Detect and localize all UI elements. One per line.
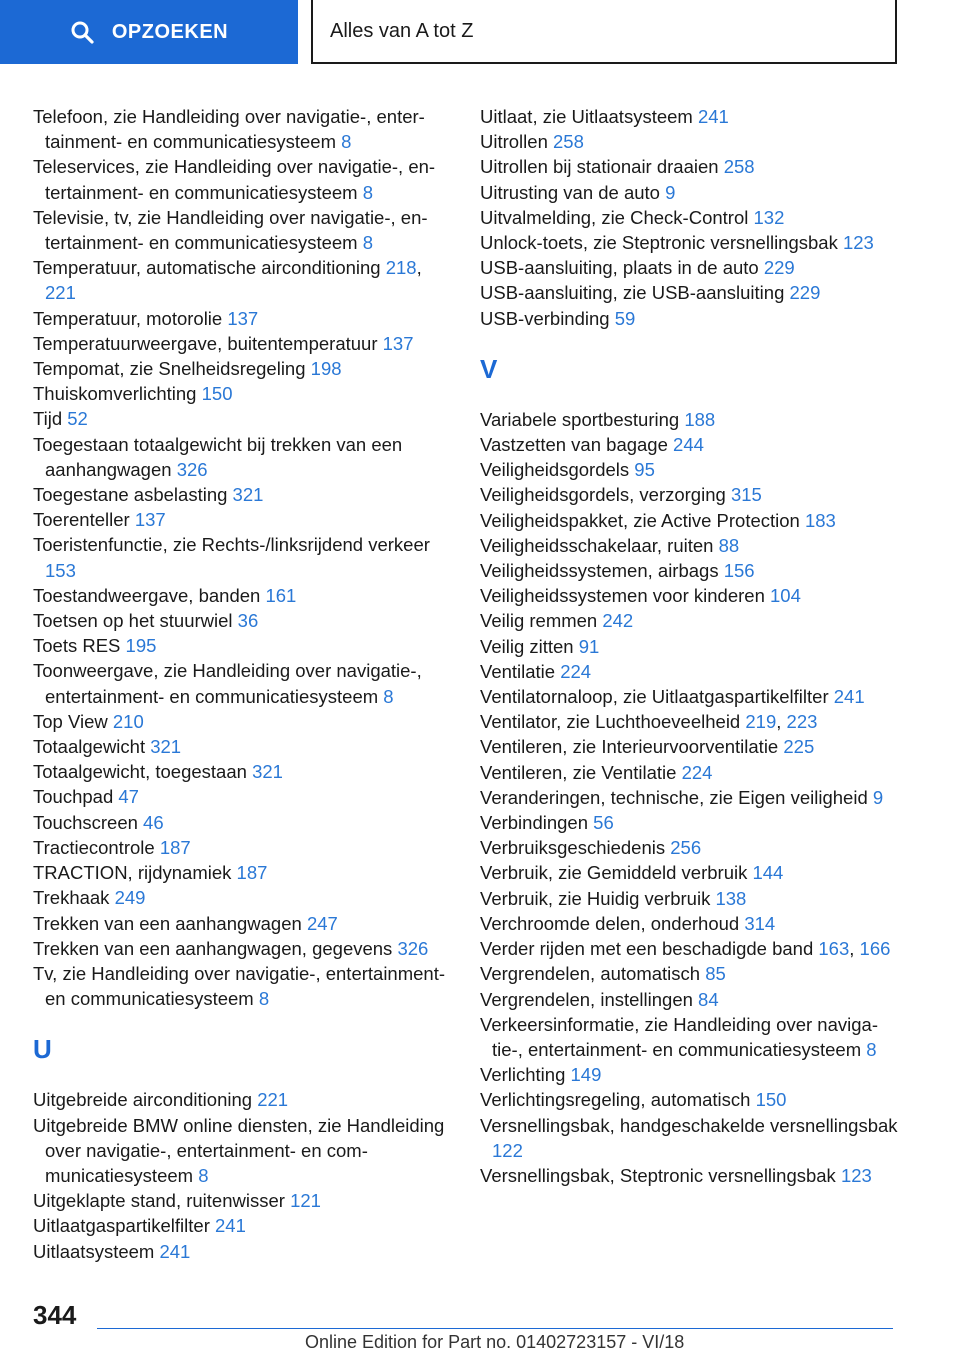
page-reference-link[interactable]: 8 <box>383 685 394 707</box>
index-entry <box>33 482 453 507</box>
footer-edition-text: Online Edition for Part no. 01402723157 - VI/18 <box>305 1332 685 1352</box>
page-reference-link[interactable]: 47 <box>118 786 139 808</box>
index-entry <box>480 1163 900 1188</box>
page-reference-link[interactable]: 8 <box>866 1038 877 1060</box>
index-entry <box>480 734 900 759</box>
index-entry <box>33 306 453 331</box>
index-column-right <box>480 104 900 1188</box>
page-reference-link[interactable]: 8 <box>341 131 352 153</box>
index-entry <box>480 583 900 608</box>
page-reference-link[interactable]: 241 <box>215 1215 246 1237</box>
index-entry <box>480 255 900 280</box>
index-entry-text: Vastzetten van bagage <box>480 434 668 456</box>
index-entry-text: Uitlaatsysteem <box>33 1240 155 1262</box>
index-entry <box>480 533 900 558</box>
page-reference-link[interactable]: 132 <box>753 206 785 228</box>
index-entry-text: USB-verbinding <box>480 307 610 329</box>
index-entry-text: Verchroomde delen, onderhoud <box>480 912 740 934</box>
index-entry <box>33 885 453 910</box>
index-entry-text: Ventilator, zie Luchthoeveelheid <box>480 711 741 733</box>
index-entry <box>480 810 900 835</box>
index-entry-text: Telefoon, zie Handleiding over navigatie-, entertainment- en communicatiesysteem <box>33 106 425 153</box>
index-entry-text: Veiligheidsgordels <box>480 459 630 481</box>
index-entry: Temperatuur, automatische airconditioning 218, 221 <box>33 257 422 304</box>
page-reference-link[interactable]: 46 <box>143 811 164 833</box>
page-reference-link[interactable]: 326 <box>397 937 429 959</box>
index-entry <box>33 784 453 809</box>
page-reference-link[interactable]: 229 <box>789 282 821 304</box>
page-reference-link[interactable]: 187 <box>159 836 191 858</box>
index-section-letter: U <box>33 1034 52 1065</box>
page-reference-link[interactable]: 138 <box>715 887 747 909</box>
index-entry <box>480 760 900 785</box>
index-entry <box>33 1087 453 1112</box>
index-entry-text: Teleservices, zie Handleiding over navigatie-, entertainment- en communicatiesysteem <box>33 156 436 203</box>
index-entry <box>33 532 453 582</box>
index-entry <box>33 936 453 961</box>
page-reference-link[interactable]: 223 <box>786 711 818 733</box>
index-entry: Ventilator, zie Luchthoeveelheid 219, 223 <box>480 711 818 733</box>
index-entry <box>33 381 453 406</box>
index-entry-text: Top View <box>33 710 108 732</box>
index-entry-text: Ventilatie <box>480 660 556 682</box>
index-entry-text: Ventileren, zie Ventilatie <box>480 761 677 783</box>
index-entry-text: Trekken van een aanhangwagen <box>33 912 302 934</box>
index-entry <box>480 129 900 154</box>
index-entry-text: Tractiecontrole <box>33 836 155 858</box>
index-entry-text: Veiligheidspakket, zie Active Protection <box>480 509 800 531</box>
index-entry <box>480 230 900 255</box>
index-entry <box>480 1087 900 1112</box>
index-entry-text: Toestandweergave, banden <box>33 584 261 606</box>
index-entry <box>480 659 900 684</box>
page-reference-link[interactable]: 137 <box>382 332 414 354</box>
index-entry-text: Verlichtingsregeling, automatisch <box>480 1089 751 1111</box>
search-icon <box>70 20 94 44</box>
page-reference-link[interactable]: 122 <box>492 1139 523 1161</box>
index-entry-text: Uitlaatgaspartikelfilter <box>33 1215 210 1237</box>
top-navigation-bar <box>0 0 960 68</box>
index-entry-text: Temperatuur, motorolie <box>33 307 223 329</box>
search-button-label: OPZOEKEN <box>111 20 229 43</box>
index-entry-text: Uitgebreide airconditioning <box>33 1089 253 1111</box>
page-reference-link[interactable]: 198 <box>310 358 342 380</box>
index-entry-text: Totaalgewicht, toegestaan <box>33 761 247 783</box>
index-entry <box>33 1239 453 1264</box>
page-reference-link[interactable]: 52 <box>67 408 88 430</box>
index-entry <box>480 785 900 810</box>
index-entry-text: Variabele sportbesturing <box>480 408 680 430</box>
index-entry <box>480 482 900 507</box>
index-entry <box>33 759 453 784</box>
index-entry <box>480 1062 900 1087</box>
page-reference-link[interactable]: 56 <box>593 812 614 834</box>
index-entry <box>480 1012 900 1062</box>
index-entry-text: TRACTION, rijdynamiek <box>33 862 232 884</box>
index-entry <box>33 331 453 356</box>
index-column-left <box>33 104 453 1264</box>
page-reference-link[interactable]: 85 <box>705 963 726 985</box>
page-reference-link[interactable]: 88 <box>718 534 740 556</box>
page-reference-link[interactable]: 8 <box>198 1164 209 1186</box>
index-entry <box>33 356 453 381</box>
index-entry <box>480 1113 900 1163</box>
index-entry <box>33 835 453 860</box>
index-entry-text: Vergrendelen, instellingen <box>480 988 693 1010</box>
index-entry: Verder rijden met een beschadigde band 163, 166 <box>480 938 891 960</box>
page-reference-link[interactable]: 183 <box>804 509 836 531</box>
page-reference-link[interactable]: 36 <box>237 610 259 632</box>
page-reference-link[interactable]: 219 <box>745 711 777 733</box>
index-entry <box>33 658 453 708</box>
index-entry <box>33 583 453 608</box>
page-reference-link[interactable]: 9 <box>665 181 676 203</box>
index-entry-text: Thuiskomverlichting <box>33 383 197 405</box>
page-reference-link[interactable]: 249 <box>114 887 146 909</box>
index-entry-text: Toeristenfunctie, zie Rechts-/linksrijdend verkeer <box>33 534 430 556</box>
page-reference-link[interactable]: 315 <box>730 484 762 506</box>
index-entry-text: Uitrusting van de auto <box>480 181 660 203</box>
index-entry-text: Vergrendelen, automatisch <box>480 963 701 985</box>
page-reference-link[interactable]: 229 <box>763 257 795 279</box>
index-entry-text: Uitgebreide BMW online diensten, zie Handleiding over navigatie-, entertainment- en communicatiesysteem <box>33 1114 445 1186</box>
index-entry-text: Ventileren, zie Interieurvoorventilatie <box>480 736 779 758</box>
index-entry-text: Toets RES <box>33 635 121 657</box>
page-reference-link[interactable]: 210 <box>112 710 144 732</box>
index-entry <box>33 406 453 431</box>
index-entry <box>480 835 900 860</box>
index-entry <box>33 608 453 633</box>
page-reference-link[interactable]: 123 <box>840 1164 872 1186</box>
page-reference-link[interactable]: 8 <box>362 181 374 203</box>
index-entry-text: Verkeersinformatie, zie Handleiding over navigatie-, entertainment- en communicatiesysteem <box>480 1013 878 1060</box>
page-reference-link[interactable]: 149 <box>570 1064 602 1086</box>
page-reference-link[interactable]: 195 <box>125 635 157 657</box>
index-entry <box>480 306 900 331</box>
index-entry <box>480 104 900 129</box>
page-reference-link[interactable]: 221 <box>257 1089 289 1111</box>
search-button[interactable] <box>0 0 298 64</box>
page-reference-link[interactable]: 150 <box>755 1089 787 1111</box>
index-entry-text: Uitvalmelding, zie Check-Control <box>480 206 749 228</box>
index-entry <box>33 154 453 204</box>
index-section-letter: V <box>480 353 498 384</box>
page-reference-link[interactable]: 137 <box>227 307 259 329</box>
page-reference-link[interactable]: 242 <box>602 610 634 632</box>
index-entry-text: Uitrollen <box>480 131 548 153</box>
index-entry <box>480 407 900 432</box>
index-entry-text: Verder rijden met een beschadigde band <box>480 938 814 960</box>
index-entry <box>480 280 900 305</box>
index-entry-text: Tv, zie Handleiding over navigatie-, entertainment- en communicatiesysteem <box>33 962 446 1010</box>
page-reference-link[interactable]: 121 <box>290 1190 321 1212</box>
index-entry-text: Tempomat, zie Snelheidsregeling <box>33 358 306 380</box>
index-entry <box>480 987 900 1012</box>
index-entry <box>33 734 453 759</box>
page-reference-link[interactable]: 321 <box>150 736 182 758</box>
index-entry <box>33 1188 453 1213</box>
index-entry <box>480 911 900 936</box>
index-entry-text: USB-aansluiting, plaats in de auto <box>480 257 759 279</box>
page-reference-link[interactable]: 221 <box>45 282 76 304</box>
index-entry <box>480 180 900 205</box>
index-entry-text: Veranderingen, technische, zie Eigen veiligheid <box>480 786 868 808</box>
index-entry-text: Uitrollen bij stationair draaien <box>480 156 719 178</box>
index-entry-text: USB-aansluiting, zie USB-aansluiting <box>480 282 785 304</box>
index-entry-text: Verbruiksgeschiedenis <box>480 837 666 859</box>
index-entry-text: Totaalgewicht <box>33 736 146 758</box>
index-entry-text: Verbindingen <box>480 812 589 834</box>
page-reference-link[interactable]: 137 <box>134 509 166 531</box>
breadcrumb-label: Alles van A tot Z <box>330 19 474 42</box>
page-reference-link[interactable]: 8 <box>258 988 270 1010</box>
index-entry-text: Toerenteller <box>33 509 130 531</box>
page-reference-link[interactable]: 326 <box>176 458 208 480</box>
page-reference-link[interactable]: 188 <box>684 408 716 430</box>
page-reference-link[interactable]: 225 <box>783 736 815 758</box>
page-reference-link[interactable]: 144 <box>752 862 784 884</box>
index-entry <box>480 886 900 911</box>
index-entry <box>33 1113 453 1189</box>
index-entry <box>480 508 900 533</box>
page-reference-link[interactable]: 150 <box>201 383 233 405</box>
index-entry <box>480 684 900 709</box>
page-reference-link[interactable]: 104 <box>770 585 801 607</box>
index-entry-text: Tijd <box>33 408 63 430</box>
page-reference-link[interactable]: 321 <box>232 484 264 506</box>
page-reference-link[interactable]: 156 <box>723 560 755 582</box>
index-entry-text: Touchscreen <box>33 811 138 833</box>
index-entry-text: Trekken van een aanhangwagen, gegevens <box>33 937 393 959</box>
page-reference-link[interactable]: 153 <box>45 559 76 581</box>
index-entry <box>480 961 900 986</box>
page-reference-link[interactable]: 321 <box>252 761 283 783</box>
index-entry-text: Temperatuurweergave, buitentemperatuur <box>33 332 378 354</box>
index-entry-text: Unlock-toets, zie Steptronic versnellingsbak <box>480 232 838 254</box>
index-entry <box>480 634 900 659</box>
index-entry-text: Veiligheidssystemen, airbags <box>480 560 719 582</box>
page-reference-link[interactable]: 314 <box>744 912 776 934</box>
page-reference-link[interactable]: 224 <box>681 761 713 783</box>
index-entry <box>480 558 900 583</box>
page-reference-link[interactable]: 91 <box>578 635 600 657</box>
index-entry-text: Uitlaat, zie Uitlaatsysteem <box>480 106 693 127</box>
index-entry <box>33 709 453 734</box>
page-reference-link[interactable]: 256 <box>670 837 702 859</box>
page-reference-link[interactable]: 163 <box>818 938 850 960</box>
index-entry-text: Veilig zitten <box>480 635 574 657</box>
page-reference-link[interactable]: 241 <box>697 106 729 127</box>
index-entry-text: Televisie, tv, zie Handleiding over navigatie-, entertainment- en communicatiesysteem <box>33 206 428 254</box>
index-entry-text: Toetsen op het stuurwiel <box>33 610 233 632</box>
page-reference-link[interactable]: 241 <box>833 686 865 708</box>
index-entry <box>33 205 453 255</box>
breadcrumb[interactable] <box>311 0 897 64</box>
index-entry <box>33 432 453 482</box>
index-entry <box>33 507 453 532</box>
index-entry-text: Temperatuur, automatische airconditioning <box>33 257 381 279</box>
page-reference-link[interactable]: 241 <box>159 1240 191 1262</box>
index-entry-text: Versnellingsbak, Steptronic versnellingsbak <box>480 1164 836 1186</box>
page-reference-link[interactable]: 166 <box>859 938 891 960</box>
page-number: 344 <box>33 1300 77 1330</box>
page-reference-link[interactable]: 187 <box>236 862 268 884</box>
page-reference-link[interactable]: 59 <box>614 307 636 329</box>
page-reference-link[interactable]: 224 <box>560 660 592 682</box>
index-entry <box>33 104 453 154</box>
index-entry <box>33 633 453 658</box>
index-entry-text: Versnellingsbak, handgeschakelde versnellingsbak <box>480 1114 898 1136</box>
index-entry-text: Veiligheidssystemen voor kinderen <box>480 585 765 607</box>
index-entry-text: Ventilatornaloop, zie Uitlaatgaspartikelfilter <box>480 686 829 708</box>
page-reference-link[interactable]: 258 <box>553 131 584 153</box>
index-entry <box>480 860 900 885</box>
index-entry-text: Toonweergave, zie Handleiding over navigatie-, entertainment- en communicatiesysteem <box>33 660 422 707</box>
index-entry <box>33 810 453 835</box>
index-entry-text: Veilig remmen <box>480 610 598 632</box>
index-entry-text: Touchpad <box>33 786 114 808</box>
page-reference-link[interactable]: 84 <box>698 988 719 1010</box>
page-reference-link[interactable]: 244 <box>673 434 704 456</box>
index-entry-text: Veiligheidsschakelaar, ruiten <box>480 534 714 556</box>
index-entry <box>33 860 453 885</box>
page-reference-link[interactable]: 8 <box>362 232 374 254</box>
index-entry <box>480 432 900 457</box>
index-entry <box>480 608 900 633</box>
index-entry <box>33 961 453 1011</box>
index-entry <box>33 911 453 936</box>
index-entry-text: Verlichting <box>480 1064 566 1086</box>
page-reference-link[interactable]: 123 <box>842 232 874 254</box>
index-entry-text: Verbruik, zie Huidig verbruik <box>480 887 711 909</box>
index-entry-text: Uitgeklapte stand, ruitenwisser <box>33 1190 285 1212</box>
index-entry <box>33 1213 453 1238</box>
page-reference-link[interactable]: 95 <box>634 459 655 481</box>
page-reference-link[interactable]: 218 <box>385 257 417 279</box>
index-entry-text: Toegestaan totaalgewicht bij trekken van een aanhangwagen <box>33 433 403 480</box>
index-entry <box>480 154 900 179</box>
page-reference-link[interactable]: 258 <box>723 156 755 178</box>
index-entry-text: Veiligheidsgordels, verzorging <box>480 484 726 506</box>
index-entry <box>480 205 900 230</box>
index-entry-text: Trekhaak <box>33 887 110 909</box>
index-entry <box>480 457 900 482</box>
page-reference-link[interactable]: 9 <box>872 786 884 808</box>
page-reference-link[interactable]: 247 <box>306 912 338 934</box>
index-entry-text: Toegestane asbelasting <box>33 484 228 506</box>
page-reference-link[interactable]: 161 <box>265 584 297 606</box>
index-entry-text: Verbruik, zie Gemiddeld verbruik <box>480 862 748 884</box>
footer-divider <box>97 1328 893 1329</box>
